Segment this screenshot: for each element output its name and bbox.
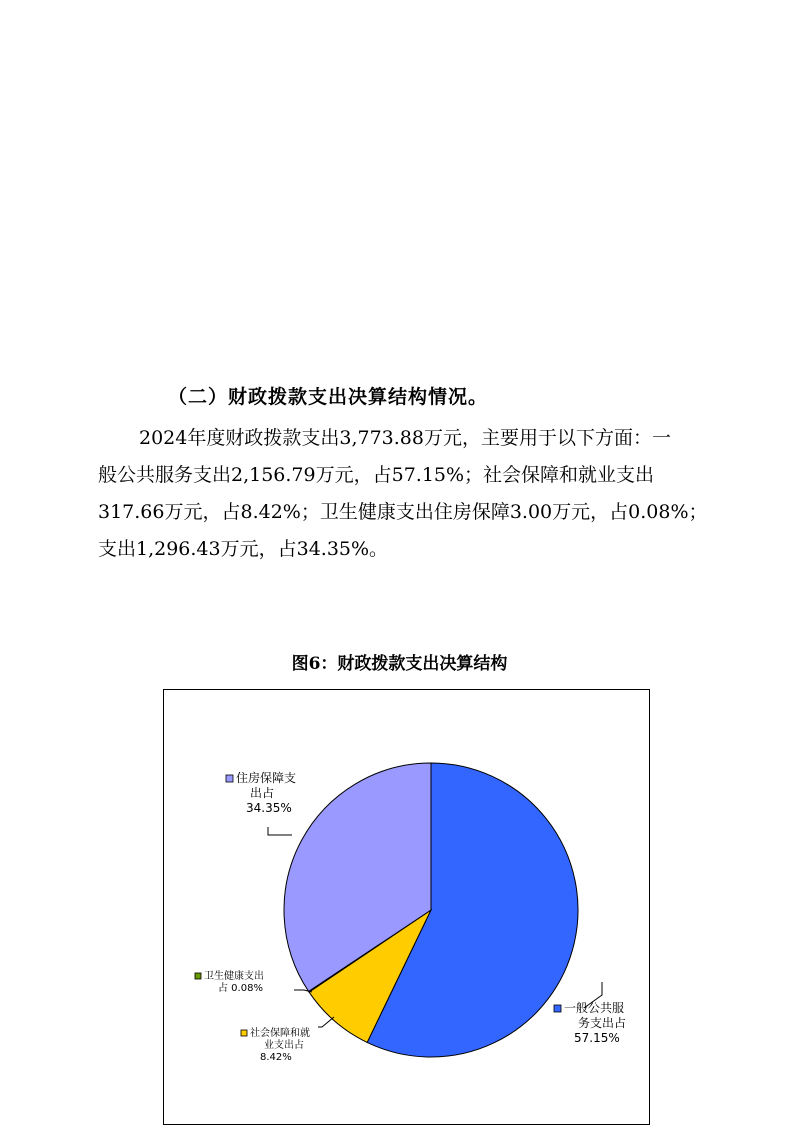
- paragraph-line: 支出1,296.43万元，占34.35%。: [98, 538, 389, 560]
- slice-name-label: 务支出占: [578, 1016, 627, 1030]
- slice-name-label: 出占: [250, 786, 275, 800]
- pie-chart-svg: [164, 690, 649, 1124]
- legend-swatch: [195, 973, 201, 979]
- slice-name-label: 社会保障和就: [250, 1028, 310, 1039]
- legend-swatch: [226, 775, 233, 782]
- slice-percent-label: 57.15%: [574, 1031, 620, 1045]
- slice-name-label: 卫生健康支出: [204, 971, 264, 982]
- body-paragraph: [98, 420, 708, 568]
- slice-name-label: 住房保障支: [236, 771, 297, 785]
- slice-percent-label: 34.35%: [246, 801, 292, 815]
- slice-name-label: 业支出占: [264, 1040, 304, 1051]
- section-heading: （二）财政拨款支出决算结构情况。: [168, 386, 489, 408]
- legend-swatch: [241, 1030, 247, 1036]
- leader-line: [318, 1017, 334, 1027]
- legend-swatch: [554, 1005, 561, 1012]
- paragraph-line: 般公共服务支出2,156.79万元，占57.15%；社会保障和就业支出: [98, 464, 655, 486]
- pie-chart: [163, 689, 650, 1125]
- chart-title: 图6：财政拨款支出决算结构: [291, 654, 508, 674]
- slice-name-label: 一般公共服: [564, 1001, 625, 1015]
- leader-line: [268, 827, 292, 835]
- slice-percent-label: 8.42%: [260, 1052, 292, 1063]
- slice-name-label: 占 0.08%: [218, 983, 263, 994]
- paragraph-line: 2024年度财政拨款支出3,773.88万元，主要用于以下方面：一: [139, 427, 671, 449]
- pie-slices: [284, 763, 578, 1057]
- paragraph-line: 317.66万元，占8.42%；卫生健康支出住房保障3.00万元，占0.08%；: [98, 501, 708, 523]
